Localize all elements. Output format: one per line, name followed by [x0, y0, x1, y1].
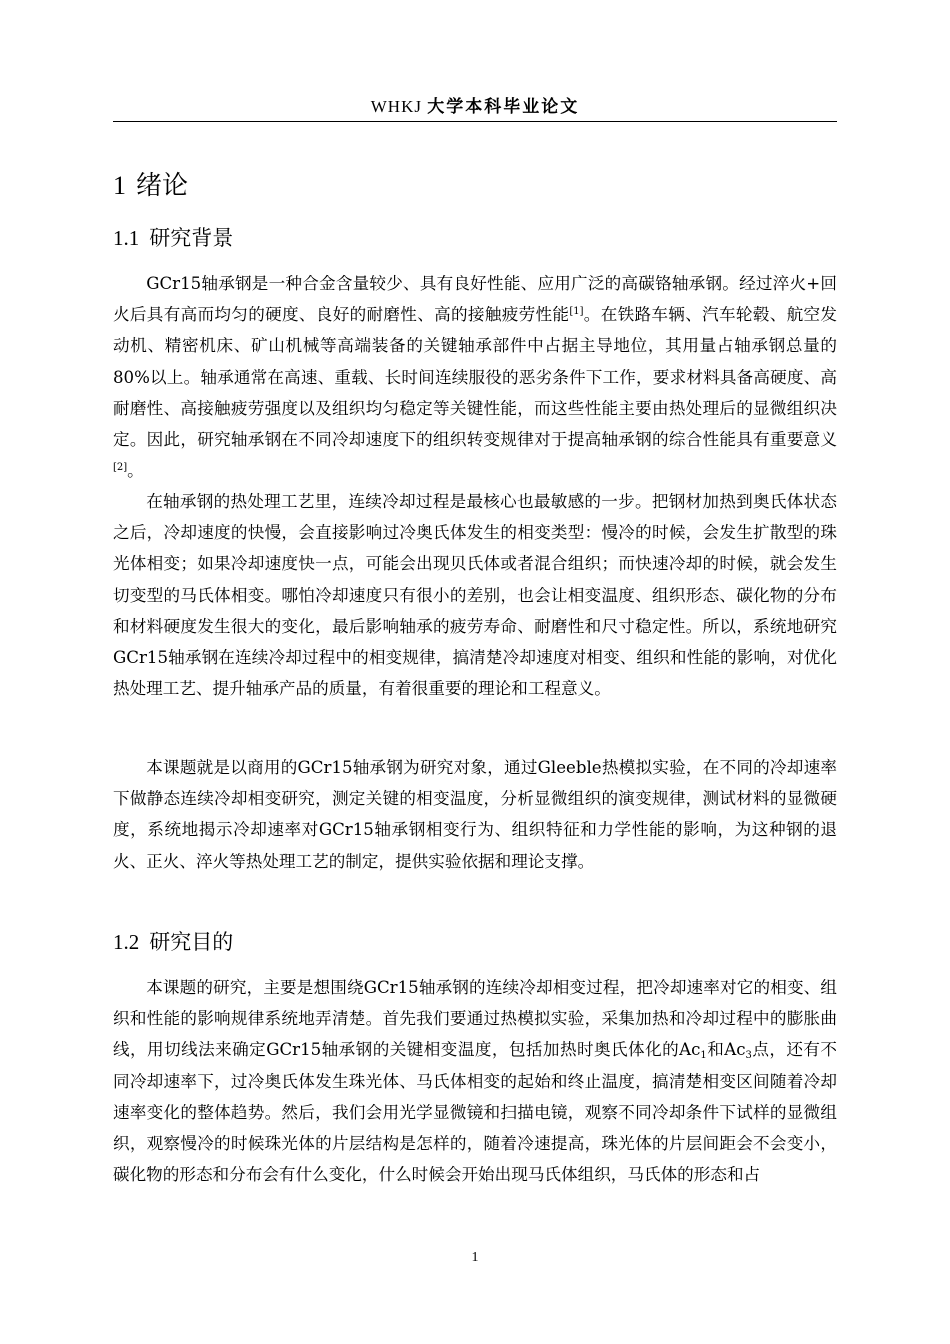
section-title: 研究目的: [149, 930, 234, 954]
text-run: 和Ac: [706, 1040, 746, 1060]
subscript: 1: [700, 1050, 707, 1062]
header-latin: WHKJ: [370, 97, 422, 116]
page-number: 1: [471, 1250, 479, 1265]
citation-1: [1]: [569, 306, 584, 318]
header-rule: [113, 121, 837, 122]
paragraph-background-2: 在轴承钢的热处理工艺里，连续冷却过程是最核心也最敏感的一步。把钢材加热到奥氏体状态之后，冷却速度的快慢，会直接影响过冷奥氏体发生的相变类型：慢冷的时候，会发生扩散型的珠光体相变；如果冷却速度快一点，可能会出现贝氏体或者混合组织；而快速冷却的时候，就会发生切变型的马氏体相变。哪怕冷却速度只有很小的差别，也会让相变温度、组织形态、碳化物的分布和材料硬度发生很大的变化，最后影响轴承的疲劳寿命、耐磨性和尺寸稳定性。所以，系统地研究GCr15轴承钢在连续冷却过程中的相变规律，搞清楚冷却速度对相变、组织和性能的影响，对优化热处理工艺、提升轴承产品的质量，有着很重要的理论和工程意义。: [113, 492, 837, 699]
text-run: GCr15轴承钢是一种合金含量较少、具有良好性能、应用广泛的高碳铬轴承钢。经过淬火+回火后具有高而均匀的硬度、良好的耐磨性、高的接触疲劳性能: [113, 274, 837, 325]
section-number: 1.1: [113, 226, 140, 250]
section-heading-1-1: [113, 223, 233, 253]
subscript: 3: [745, 1050, 752, 1062]
citation-2: [2]: [113, 462, 128, 474]
text-run: 。: [127, 461, 144, 481]
section-heading-1-2: [113, 927, 233, 957]
paragraph-background-1: [113, 268, 837, 486]
paragraph-purpose-1: [113, 972, 837, 1190]
running-header: [113, 95, 837, 119]
text-run: 本课题的研究，主要是想围绕GCr15轴承钢的连续冷却相变过程，把冷却速率对它的相变、组织和性能的影响规律系统地弄清楚。首先我们要通过热模拟实验，采集加热和冷却过程中的膨胀曲线，用切线法来确定GCr15轴承钢的关键相变温度，包括加热时奥氏体化的Ac: [113, 978, 837, 1060]
chapter-heading: [113, 168, 188, 204]
section-title: 研究背景: [149, 226, 234, 250]
text-run: 点，还有不同冷却速率下，过冷奥氏体发生珠光体、马氏体相变的起始和终止温度，搞清楚相变区间随着冷却速率变化的整体趋势。然后，我们会用光学显微镜和扫描电镜，观察不同冷却条件下试样的显微组织，观察慢冷的时候珠光体的片层结构是怎样的，随着冷速提高，珠光体的片层间距会不会变小，碳化物的形态和分布会有什么变化，什么时候会开始出现马氏体组织，马氏体的形态和占: [113, 1040, 838, 1185]
chapter-number: 1: [113, 171, 126, 200]
paragraph-background-3: 本课题就是以商用的GCr15轴承钢为研究对象，通过Gleeble热模拟实验，在不同的冷却速率下做静态连续冷却相变研究，测定关键的相变温度，分析显微组织的演变规律，测试材料的显微硬度，系统地揭示冷却速率对GCr15轴承钢相变行为、组织特征和力学性能的影响，为这种钢的退火、正火、淬火等热处理工艺的制定，提供实验依据和理论支撑。: [113, 758, 837, 871]
section-number: 1.2: [113, 930, 140, 954]
header-title: 大学本科毕业论文: [427, 97, 580, 117]
chapter-title: 绪论: [136, 171, 189, 201]
text-run: 。在铁路车辆、汽车轮毂、航空发动机、精密机床、矿山机械等高端装备的关键轴承部件中占据主导地位，其用量占轴承钢总量的80%以上。轴承通常在高速、重载、长时间连续服役的恶劣条件下工作，要求材料具备高硬度、高耐磨性、高接触疲劳强度以及组织均匀稳定等关键性能，而这些性能主要由热处理后的显微组织决定。因此，研究轴承钢在不同冷却速度下的组织转变规律对于提高轴承钢的综合性能具有重要意义: [113, 305, 838, 450]
